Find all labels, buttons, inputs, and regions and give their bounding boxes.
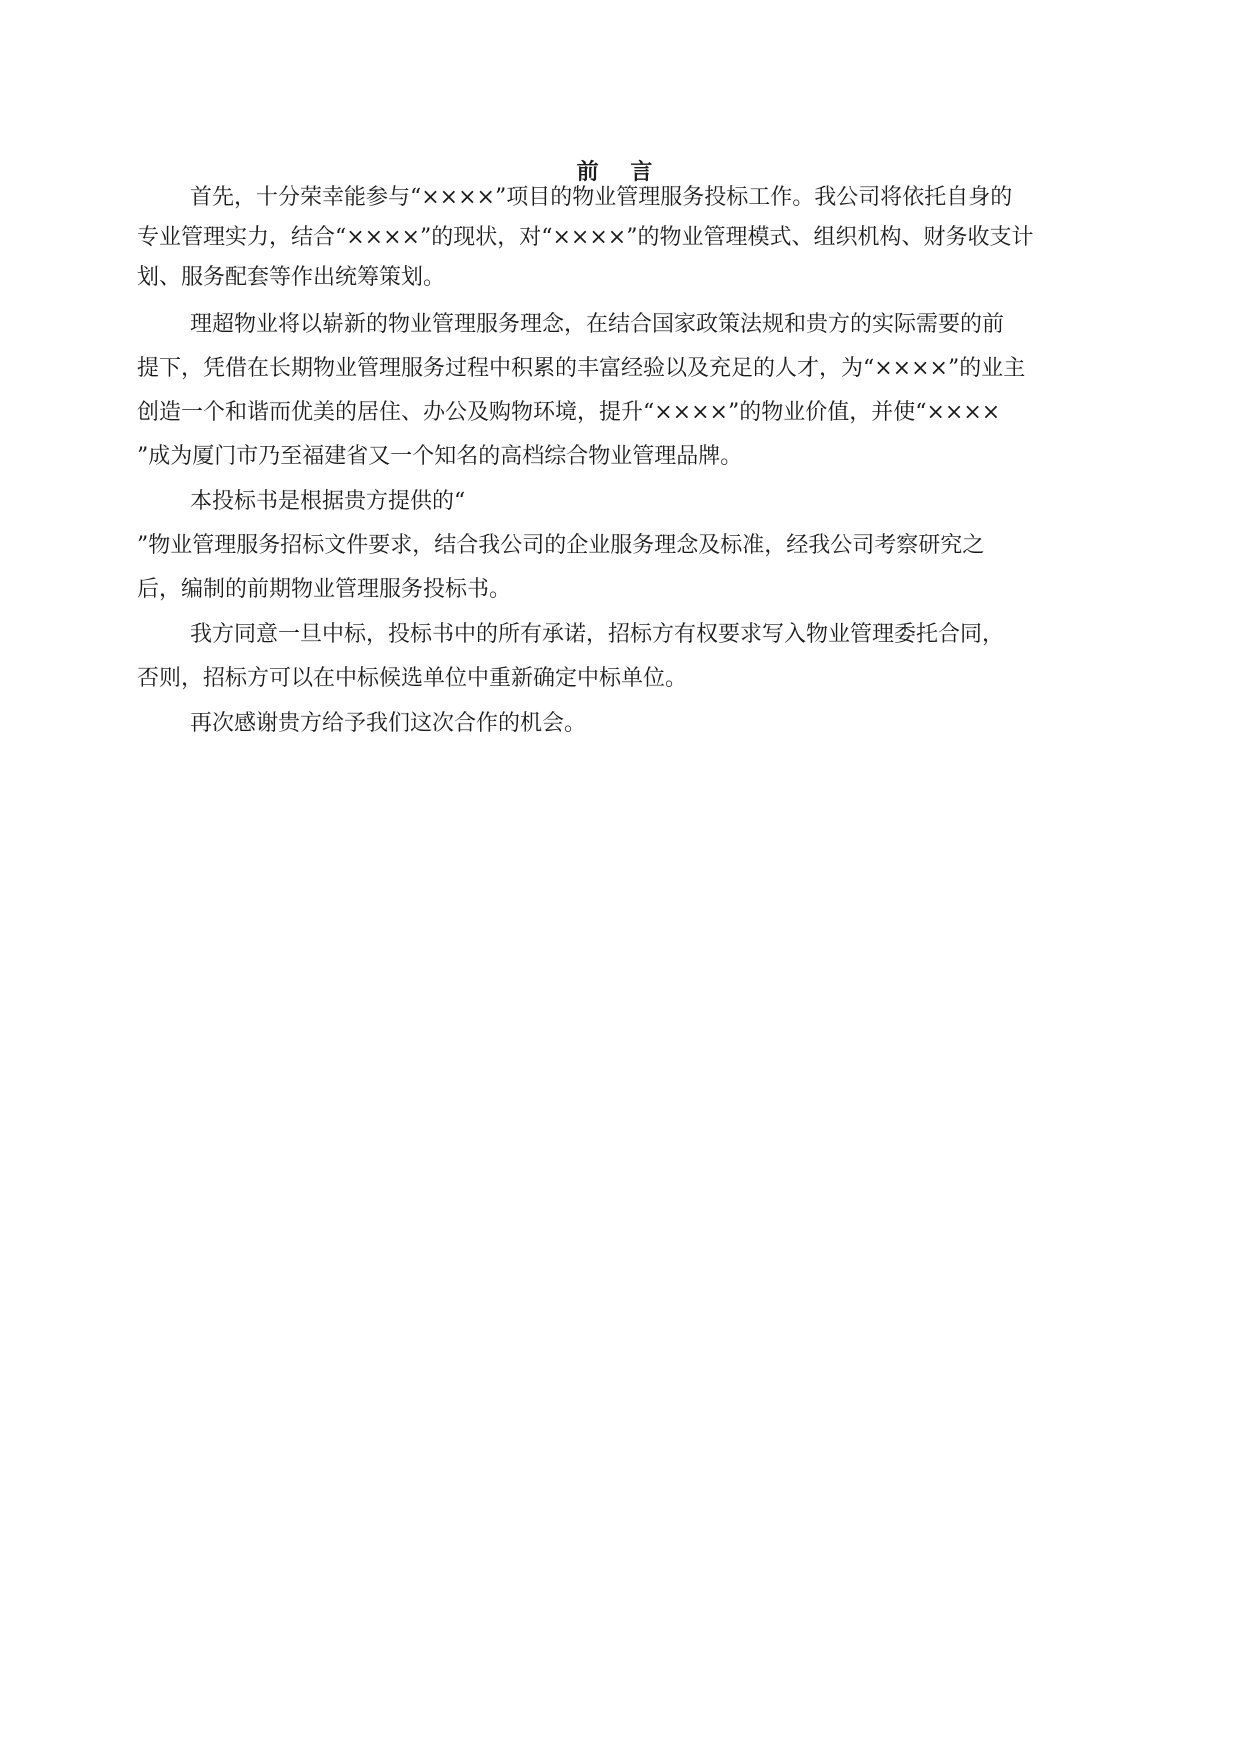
paragraph-line: 否则，招标方可以在中标候选单位中重新确定中标单位。: [137, 666, 688, 691]
paragraph-line: 创造一个和谐而优美的居住、办公及购物环境，提升“××××”的物业价值，并使“××××: [137, 400, 1001, 425]
paragraph-line: 首先，十分荣幸能参与“××××”项目的物业管理服务投标工作。我公司将依托自身的: [190, 185, 1013, 210]
paragraph-line: ”物业管理服务招标文件要求，结合我公司的企业服务理念及标准，经我公司考察研究之: [137, 533, 985, 558]
paragraph-line: 我方同意一旦中标，投标书中的所有承诺，招标方有权要求写入物业管理委托合同，: [190, 622, 1005, 647]
paragraph-line: 提下，凭借在长期物业管理服务过程中积累的丰富经验以及充足的人才，为“××××”的业主: [137, 356, 1026, 381]
paragraph-line: 再次感谢贵方给予我们这次合作的机会。: [190, 711, 587, 736]
paragraph-line: 本投标书是根据贵方提供的“: [190, 489, 466, 514]
paragraph-line: ”成为厦门市乃至福建省又一个知名的高档综合物业管理品牌。: [137, 444, 743, 469]
paragraph-line: 专业管理实力，结合“××××”的现状，对“××××”的物业管理模式、组织机构、财务收支计: [137, 225, 1034, 250]
paragraph-line: 后，编制的前期物业管理服务投标书。: [137, 577, 512, 602]
page-title: 前 言: [576, 159, 665, 185]
paragraph-line: 划、服务配套等作出统筹策划。: [137, 265, 446, 290]
paragraph-line: 理超物业将以崭新的物业管理服务理念，在结合国家政策法规和贵方的实际需要的前: [190, 312, 1005, 337]
